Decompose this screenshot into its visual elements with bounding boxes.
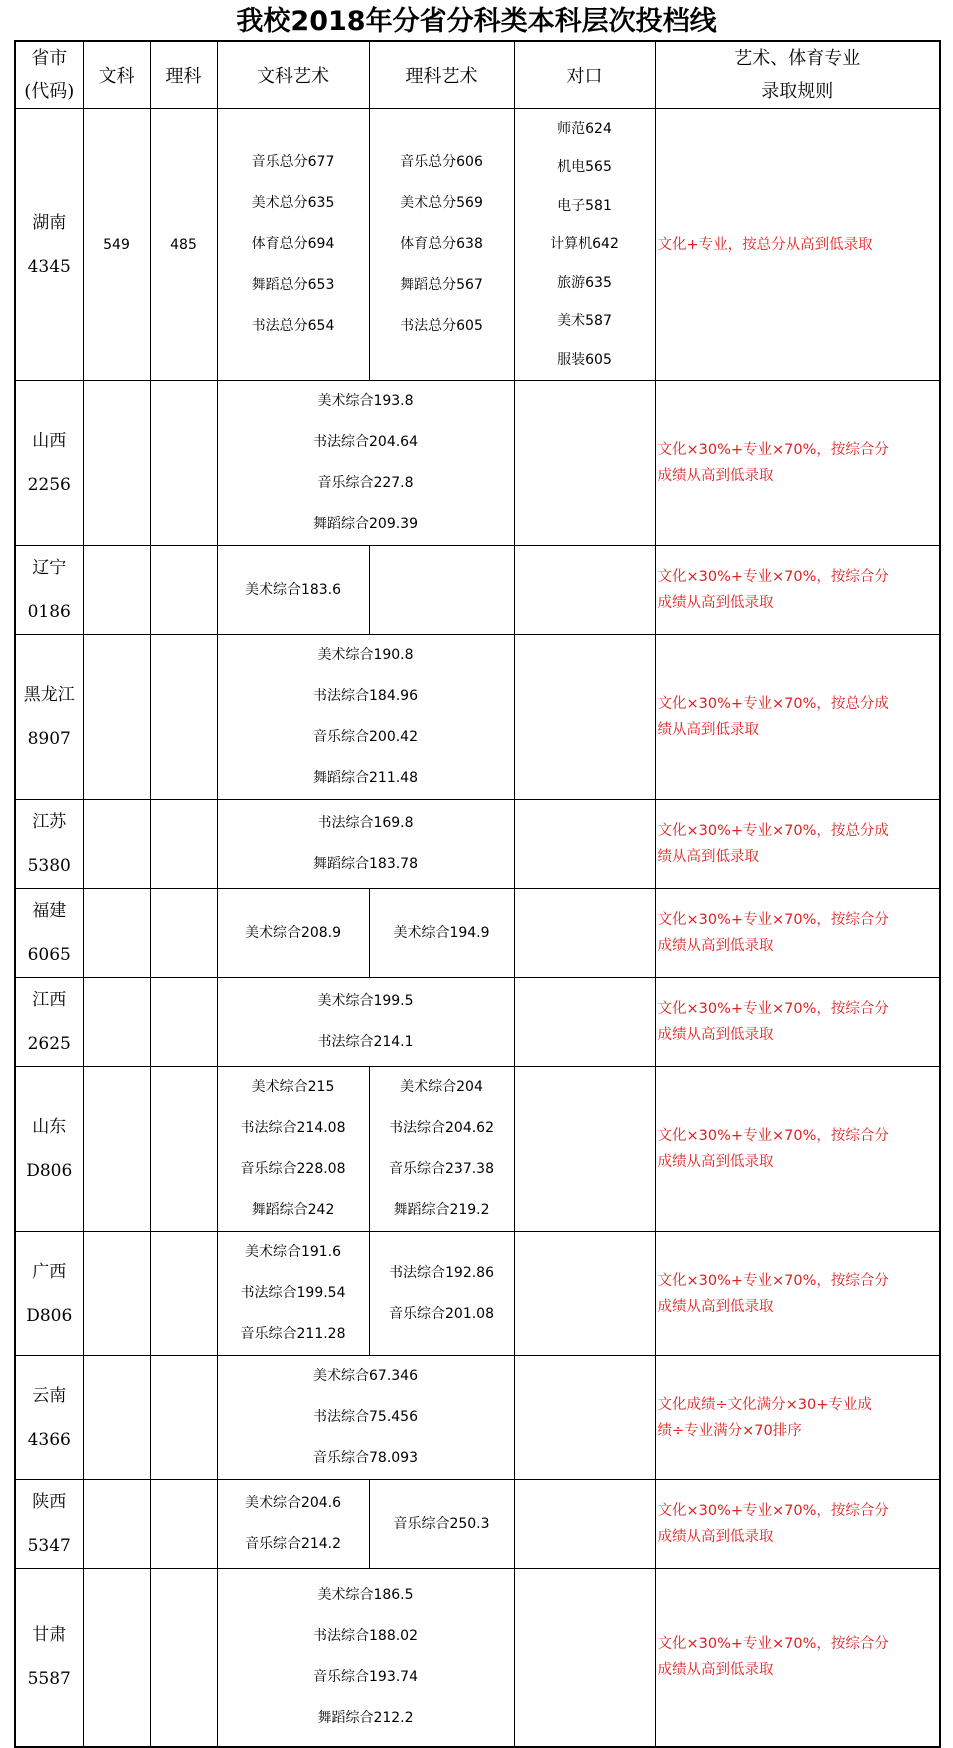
rule-cell xyxy=(655,1480,940,1569)
header-rules: 艺术、体育专业 录取规则 xyxy=(655,41,940,109)
province-name: 甘肃 xyxy=(32,1625,67,1646)
score-line: 舞蹈总分653 xyxy=(251,277,335,293)
score-line: 音乐综合228.08 xyxy=(240,1161,346,1177)
wenke-score-cell xyxy=(83,800,150,889)
wenke-score-cell xyxy=(83,1067,150,1232)
province-cell xyxy=(15,635,83,800)
province-name: 福建 xyxy=(32,901,67,921)
province-name: 广西 xyxy=(32,1261,67,1282)
score-line: 美术587 xyxy=(557,313,612,330)
score-line: 美术综合183.6 xyxy=(244,581,342,598)
score-line: 音乐综合78.093 xyxy=(313,1450,418,1466)
rule-text: 绩÷专业满分×70排序 xyxy=(657,1422,802,1439)
score-line: 师范624 xyxy=(557,120,612,137)
wenke-score-cell xyxy=(83,889,150,978)
province-name: 山东 xyxy=(32,1117,67,1137)
rule-cell xyxy=(655,635,940,800)
score-line: 美术综合191.6 xyxy=(244,1244,342,1260)
province-code: 5380 xyxy=(27,856,71,876)
duikou-cell xyxy=(514,381,655,546)
rule-text: 绩从高到低录取 xyxy=(657,722,759,738)
province-code: 0186 xyxy=(27,602,71,622)
rule-text: 文化×30%+专业×70%，按综合分 xyxy=(657,569,889,585)
rule-text: 文化×30%+专业×70%，按综合分 xyxy=(657,1128,889,1144)
score-line: 美术综合194.9 xyxy=(393,924,490,941)
rule-text: 文化+专业，按总分从高到低录取 xyxy=(657,236,873,253)
province-code: 6065 xyxy=(27,945,71,965)
table-row xyxy=(15,546,940,635)
wenke-art-cell xyxy=(217,1480,369,1569)
score-line: 书法总分605 xyxy=(400,318,483,334)
rule-cell xyxy=(655,381,940,546)
like-score-cell xyxy=(150,1569,217,1747)
score-line: 美术综合204.6 xyxy=(244,1495,342,1511)
table-row xyxy=(15,1569,940,1747)
wenke-score-cell xyxy=(83,1569,150,1747)
art-merged-cell xyxy=(217,978,514,1067)
wenke-score-cell xyxy=(83,1232,150,1356)
header-wenke: 文科 xyxy=(83,41,150,109)
province-cell xyxy=(15,546,83,635)
score-line: 舞蹈总分567 xyxy=(400,277,483,293)
like-score-cell xyxy=(150,1356,217,1480)
duikou-cell xyxy=(514,800,655,889)
duikou-cell xyxy=(514,1067,655,1232)
score-line: 美术综合67.346 xyxy=(313,1368,418,1384)
wenke-art-cell xyxy=(217,1067,369,1232)
duikou-cell xyxy=(514,1480,655,1569)
duikou-cell xyxy=(514,635,655,800)
rule-text: 文化×30%+专业×70%，按综合分 xyxy=(657,912,889,928)
score-line: 书法综合192.86 xyxy=(389,1264,494,1281)
rule-cell xyxy=(655,800,940,889)
province-code: 4345 xyxy=(27,256,71,277)
province-cell xyxy=(15,1356,83,1480)
wenke-score-cell xyxy=(83,1480,150,1569)
rule-text: 成绩从高到低录取 xyxy=(657,1662,774,1679)
wenke-score-cell xyxy=(83,1356,150,1480)
rule-text: 文化×30%+专业×70%，按综合分 xyxy=(657,1272,889,1289)
score-line: 体育总分638 xyxy=(400,236,483,252)
score-line: 音乐综合250.3 xyxy=(393,1515,490,1532)
province-cell xyxy=(15,1232,83,1356)
table-row xyxy=(15,381,940,546)
score-line: 舞蹈综合211.48 xyxy=(313,770,418,786)
like-art-cell xyxy=(369,1232,514,1356)
like-score-cell xyxy=(150,889,217,978)
like-score-cell xyxy=(150,635,217,800)
header-like: 理科 xyxy=(150,41,217,109)
page-title: 我校2018年分省分科类本科层次投档线 xyxy=(236,6,717,37)
rule-text: 文化×30%+专业×70%，按总分成 xyxy=(657,696,889,712)
province-name: 湖南 xyxy=(32,212,67,233)
score-line: 书法综合184.96 xyxy=(313,688,418,704)
province-code: 5587 xyxy=(27,1669,71,1690)
like-score-cell xyxy=(150,546,217,635)
duikou-cell xyxy=(514,978,655,1067)
duikou-cell xyxy=(514,1569,655,1747)
rule-text: 成绩从高到低录取 xyxy=(657,1027,774,1043)
art-merged-cell xyxy=(217,1356,514,1480)
province-cell xyxy=(15,381,83,546)
table-row xyxy=(15,1356,940,1480)
wenke-art-cell xyxy=(217,109,369,381)
score-line: 美术综合186.5 xyxy=(317,1587,414,1604)
province-name: 陕西 xyxy=(32,1492,67,1512)
score-line: 音乐综合237.38 xyxy=(389,1161,494,1177)
province-name: 辽宁 xyxy=(32,558,67,578)
score-line: 舞蹈综合219.2 xyxy=(393,1202,490,1218)
score-line: 音乐综合211.28 xyxy=(240,1326,346,1342)
like-score-cell xyxy=(150,1480,217,1569)
score-line: 服装605 xyxy=(557,351,612,368)
table-row xyxy=(15,978,940,1067)
province-code: 4366 xyxy=(27,1429,71,1450)
score-line: 音乐总分677 xyxy=(251,154,335,170)
score-line: 美术总分569 xyxy=(400,195,483,211)
province-cell xyxy=(15,1480,83,1569)
duikou-cell xyxy=(514,546,655,635)
like-score-cell xyxy=(150,978,217,1067)
table-row xyxy=(15,1232,940,1356)
art-merged-cell xyxy=(217,381,514,546)
score-line: 旅游635 xyxy=(557,274,612,291)
rule-text: 文化×30%+专业×70%，按总分成 xyxy=(657,823,889,839)
rule-text: 成绩从高到低录取 xyxy=(657,938,774,954)
province-code: D806 xyxy=(26,1305,73,1326)
score-line: 音乐综合201.08 xyxy=(389,1305,494,1322)
rule-text: 文化×30%+专业×70%，按综合分 xyxy=(657,442,889,458)
score-line: 舞蹈综合183.78 xyxy=(313,856,418,872)
score-line: 书法综合199.54 xyxy=(240,1285,346,1301)
admission-score-table xyxy=(14,40,941,1748)
rule-text: 文化×30%+专业×70%，按综合分 xyxy=(657,1001,889,1017)
province-name: 江苏 xyxy=(32,812,67,832)
header-duikou: 对口 xyxy=(514,41,655,109)
like-score-cell xyxy=(150,1067,217,1232)
wenke-score-cell xyxy=(83,546,150,635)
rule-text: 文化成绩÷文化满分×30+专业成 xyxy=(657,1396,872,1413)
rule-cell xyxy=(655,1067,940,1232)
rule-text: 成绩从高到低录取 xyxy=(657,1529,774,1545)
rule-text: 成绩从高到低录取 xyxy=(657,595,774,611)
like-score-cell xyxy=(150,800,217,889)
score-line: 音乐综合227.8 xyxy=(317,475,414,491)
province-name: 云南 xyxy=(32,1385,67,1406)
rule-cell xyxy=(655,889,940,978)
province-name: 山西 xyxy=(32,431,67,451)
score-line: 书法总分654 xyxy=(251,318,335,334)
like-art-cell xyxy=(369,889,514,978)
score-line: 书法综合75.456 xyxy=(313,1409,418,1425)
province-cell xyxy=(15,978,83,1067)
province-code: D806 xyxy=(26,1161,73,1181)
duikou-cell xyxy=(514,1232,655,1356)
rule-cell xyxy=(655,109,940,381)
duikou-cell xyxy=(514,1356,655,1480)
province-code: 2625 xyxy=(27,1034,71,1054)
rule-text: 成绩从高到低录取 xyxy=(657,1154,774,1170)
table-row xyxy=(15,800,940,889)
province-name: 黑龙江 xyxy=(23,685,75,705)
province-cell xyxy=(15,1067,83,1232)
score-line: 音乐总分606 xyxy=(400,154,483,170)
score-line: 书法综合169.8 xyxy=(317,815,414,831)
score-line: 音乐综合214.2 xyxy=(244,1536,342,1552)
table-row xyxy=(15,1480,940,1569)
province-cell xyxy=(15,889,83,978)
like-art-cell xyxy=(369,1480,514,1569)
duikou-cell xyxy=(514,109,655,381)
score-line: 书法综合204.62 xyxy=(389,1120,494,1136)
header-like-art: 理科艺术 xyxy=(369,41,514,109)
province-name: 江西 xyxy=(32,990,67,1010)
table-row xyxy=(15,889,940,978)
wenke-art-cell xyxy=(217,546,369,635)
score-line: 舞蹈综合212.2 xyxy=(317,1710,414,1727)
province-code: 5347 xyxy=(27,1536,71,1556)
score-line: 体育总分694 xyxy=(251,236,335,252)
score-line: 音乐综合193.74 xyxy=(313,1669,418,1686)
rule-cell xyxy=(655,978,940,1067)
like-score-cell xyxy=(150,1232,217,1356)
province-cell xyxy=(15,109,83,381)
table-row xyxy=(15,1067,940,1232)
score-line: 美术综合215 xyxy=(251,1079,335,1095)
rule-text: 成绩从高到低录取 xyxy=(657,1298,774,1315)
score-line: 书法综合214.08 xyxy=(240,1120,346,1136)
score-line: 舞蹈综合209.39 xyxy=(313,516,418,532)
score-line: 书法综合214.1 xyxy=(317,1034,414,1050)
score-line: 美术综合193.8 xyxy=(317,393,414,409)
wenke-score-cell: 549 xyxy=(83,109,150,381)
score-line: 电子581 xyxy=(557,197,612,214)
rule-text: 文化×30%+专业×70%，按综合分 xyxy=(657,1636,889,1653)
rule-cell xyxy=(655,1232,940,1356)
wenke-score-cell xyxy=(83,381,150,546)
like-art-cell xyxy=(369,546,514,635)
score-line: 书法综合204.64 xyxy=(313,434,418,450)
art-merged-cell xyxy=(217,635,514,800)
rule-cell xyxy=(655,1569,940,1747)
wenke-art-cell xyxy=(217,1232,369,1356)
wenke-score-cell xyxy=(83,635,150,800)
wenke-score-cell xyxy=(83,978,150,1067)
score-line: 美术综合208.9 xyxy=(244,924,342,941)
score-line: 美术综合199.5 xyxy=(317,993,414,1009)
like-art-cell xyxy=(369,109,514,381)
score-line: 舞蹈综合242 xyxy=(251,1202,335,1218)
score-line: 音乐综合200.42 xyxy=(313,729,418,745)
duikou-cell xyxy=(514,889,655,978)
province-code: 2256 xyxy=(27,475,71,495)
score-line: 美术总分635 xyxy=(251,195,335,211)
score-line: 计算机642 xyxy=(550,236,619,253)
score-line: 书法综合188.02 xyxy=(313,1628,418,1645)
header-wenke-art: 文科艺术 xyxy=(217,41,369,109)
province-code: 8907 xyxy=(27,729,71,749)
score-line: 美术综合204 xyxy=(400,1079,483,1095)
table-row xyxy=(15,635,940,800)
score-line: 机电565 xyxy=(557,159,612,176)
like-score-cell: 485 xyxy=(150,109,217,381)
art-merged-cell xyxy=(217,1569,514,1747)
rule-cell xyxy=(655,1356,940,1480)
rule-text: 成绩从高到低录取 xyxy=(657,468,774,484)
score-line: 美术综合190.8 xyxy=(317,647,414,663)
rule-text: 文化×30%+专业×70%，按综合分 xyxy=(657,1503,889,1519)
rule-cell xyxy=(655,546,940,635)
province-cell xyxy=(15,800,83,889)
wenke-art-cell xyxy=(217,889,369,978)
header-province: 省市 (代码) xyxy=(15,41,83,109)
province-cell xyxy=(15,1569,83,1747)
rule-text: 绩从高到低录取 xyxy=(657,849,759,865)
header-row xyxy=(15,41,940,109)
like-score-cell xyxy=(150,381,217,546)
table-row xyxy=(15,109,940,381)
like-art-cell xyxy=(369,1067,514,1232)
art-merged-cell xyxy=(217,800,514,889)
